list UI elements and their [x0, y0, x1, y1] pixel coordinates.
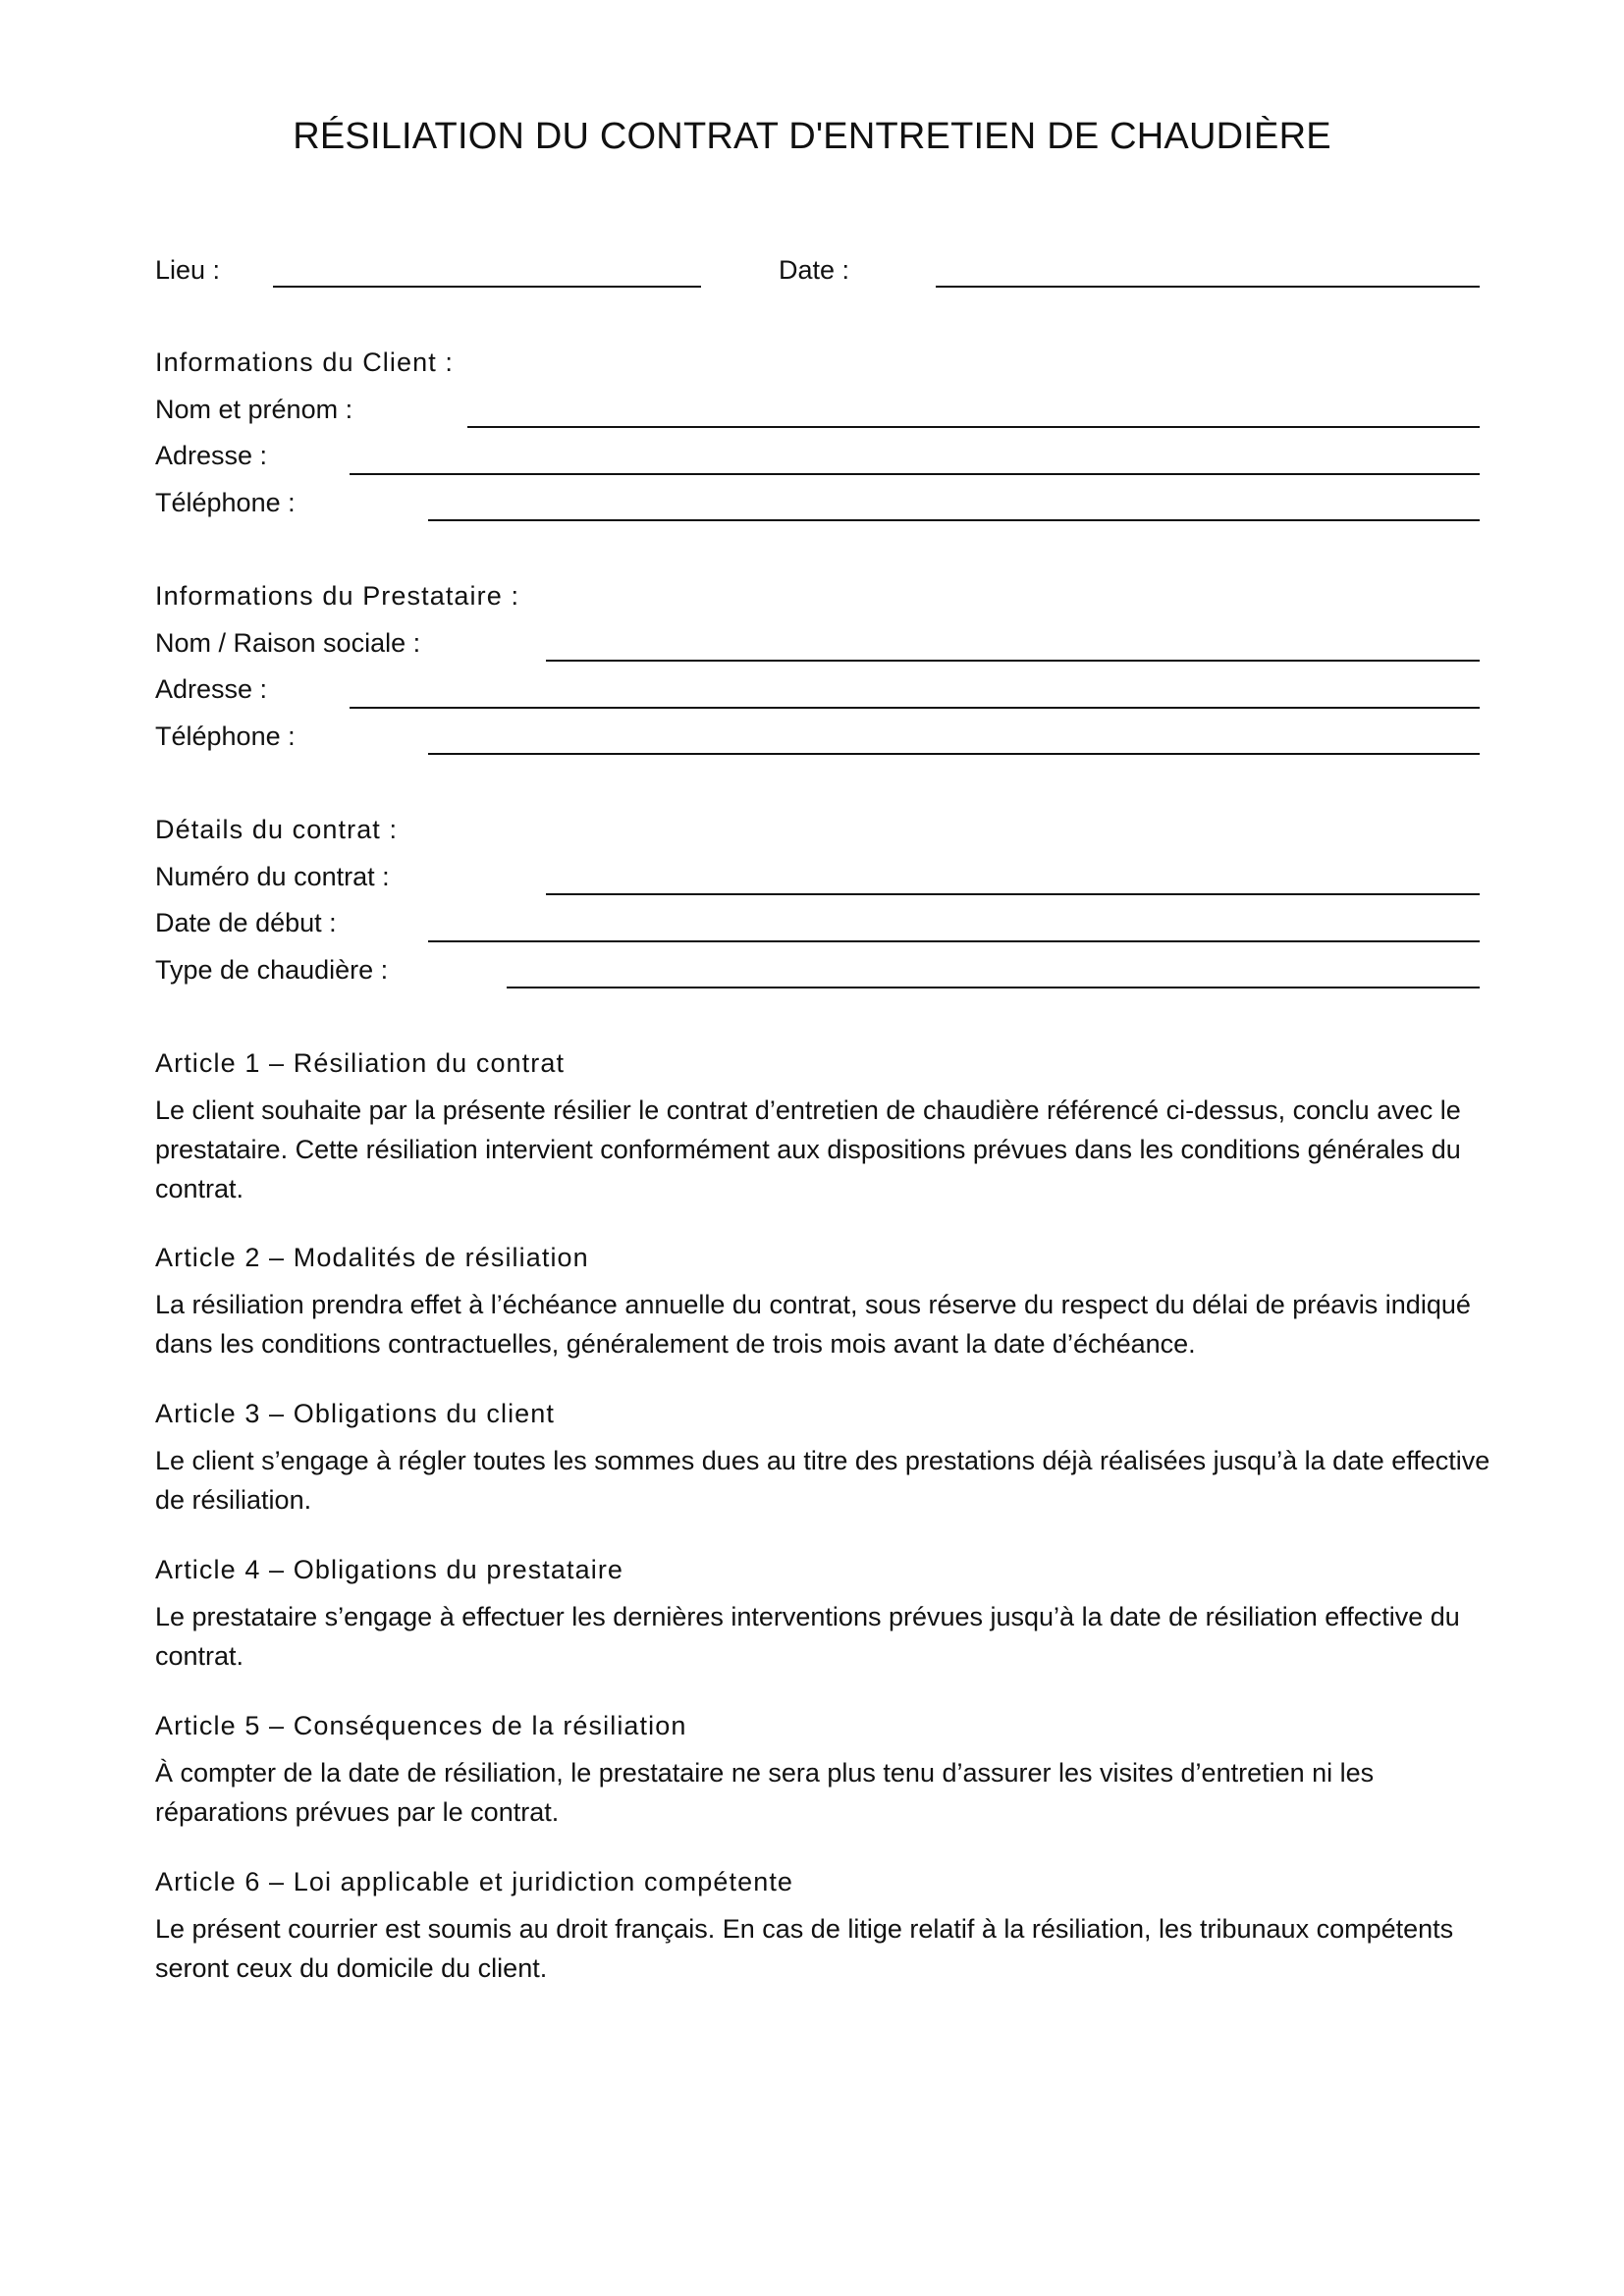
contract-heading: Détails du contrat :	[155, 815, 399, 844]
client-name-field[interactable]	[467, 426, 1480, 428]
article-3-body: Le client s’engage à régler toutes les sommes dues au titre des prestations déjà réalisées jusqu’à la date effective de résiliation.	[155, 1446, 1490, 1515]
provider-phone-field[interactable]	[428, 753, 1480, 755]
client-address-field[interactable]	[350, 473, 1480, 475]
article-2-title: Article 2 – Modalités de résiliation	[155, 1243, 589, 1272]
client-phone-field[interactable]	[428, 519, 1480, 521]
provider-name-field[interactable]	[546, 660, 1480, 662]
client-address-label: Adresse :	[155, 441, 268, 470]
provider-address-field[interactable]	[350, 707, 1480, 709]
article-4-title: Article 4 – Obligations du prestataire	[155, 1555, 624, 1584]
article-6-body: Le présent courrier est soumis au droit français. En cas de litige relatif à la résiliation, les tribunaux compétents seront ceux du domicile du client.	[155, 1914, 1454, 1983]
provider-heading: Informations du Prestataire :	[155, 581, 520, 611]
article-6-title: Article 6 – Loi applicable et juridiction compétente	[155, 1867, 794, 1896]
article-5-body: À compter de la date de résiliation, le prestataire ne sera plus tenu d’assurer les visites d’entretien ni les réparations prévues par le contrat.	[155, 1758, 1375, 1827]
contract-start-label: Date de début :	[155, 908, 337, 937]
provider-address-label: Adresse :	[155, 674, 268, 704]
place-label: Lieu :	[155, 255, 221, 285]
client-phone-label: Téléphone :	[155, 488, 296, 517]
article-1-title: Article 1 – Résiliation du contrat	[155, 1048, 566, 1078]
article-1-body: Le client souhaite par la présente résilier le contrat d’entretien de chaudière référencé ci-dessus, conclu avec le prestataire. Cette résiliation intervient conformément aux dispositions prévues dans les conditions générales du contrat.	[155, 1095, 1461, 1203]
contract-start-field[interactable]	[428, 940, 1480, 942]
document-title: RÉSILIATION DU CONTRAT D'ENTRETIEN DE CHAUDIÈRE	[293, 116, 1331, 157]
date-field[interactable]	[936, 286, 1480, 288]
place-field[interactable]	[273, 286, 701, 288]
contract-number-label: Numéro du contrat :	[155, 862, 390, 891]
client-heading: Informations du Client :	[155, 347, 455, 377]
boiler-type-field[interactable]	[507, 987, 1480, 988]
provider-name-label: Nom / Raison sociale :	[155, 628, 421, 658]
contract-number-field[interactable]	[546, 893, 1480, 895]
date-label: Date :	[779, 255, 850, 285]
provider-phone-label: Téléphone :	[155, 721, 296, 751]
client-name-label: Nom et prénom :	[155, 395, 353, 424]
article-3-title: Article 3 – Obligations du client	[155, 1399, 555, 1428]
article-4-body: Le prestataire s’engage à effectuer les dernières interventions prévues jusqu’à la date de résiliation effective du contrat.	[155, 1602, 1460, 1671]
article-5-title: Article 5 – Conséquences de la résiliation	[155, 1711, 687, 1740]
article-2-body: La résiliation prendra effet à l’échéance annuelle du contrat, sous réserve du respect du délai de préavis indiqué dans les conditions contractuelles, généralement de trois mois avant la date d’échéance.	[155, 1290, 1471, 1359]
boiler-type-label: Type de chaudière :	[155, 955, 389, 985]
